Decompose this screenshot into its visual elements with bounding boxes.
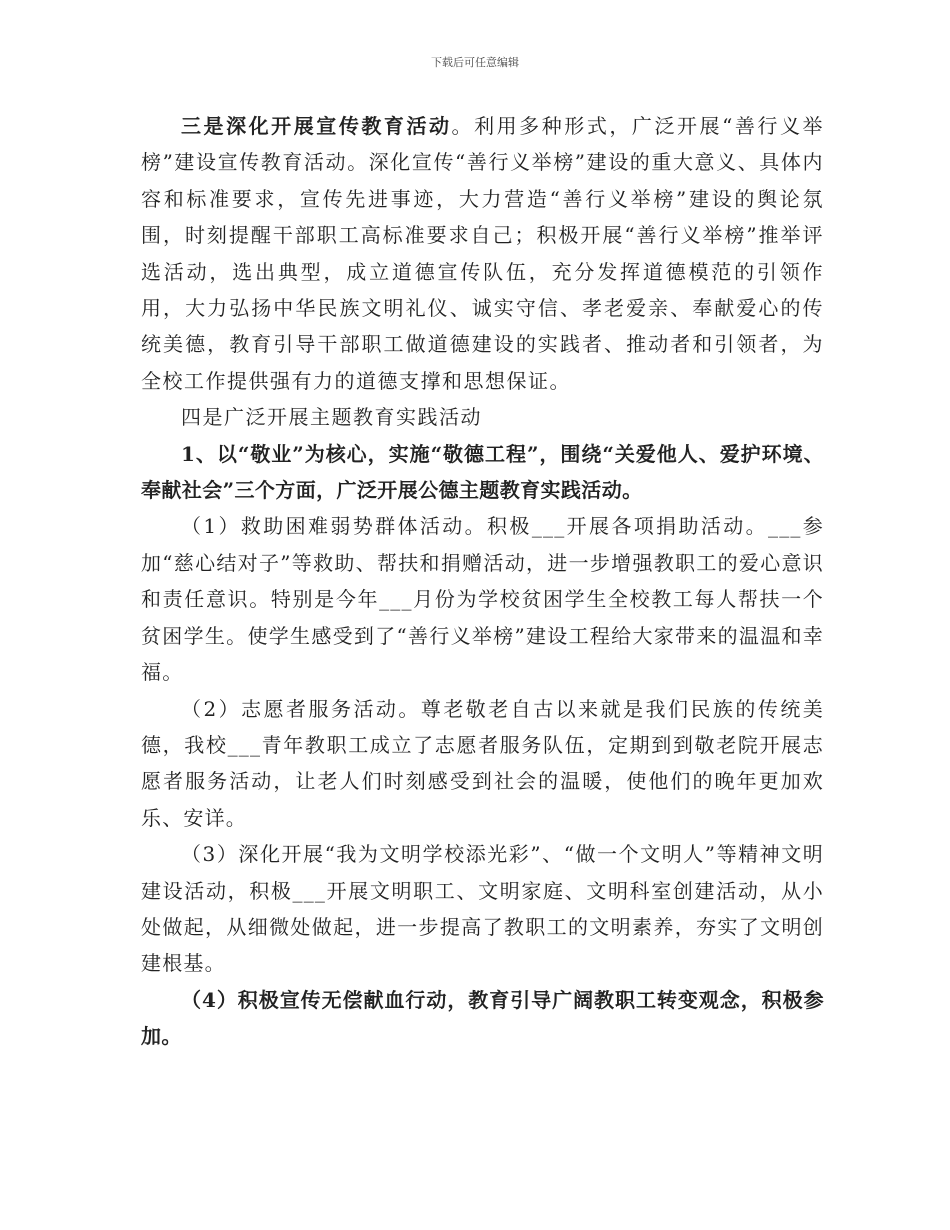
paragraph-help-vulnerable: （1）救助困难弱势群体活动。积极___开展各项捐助活动。___参加“慈心结对子”等救助、帮扶和捐赠活动，进一步增强教职工的爱心意识和责任意识。特别是今年___月份为学校贫困学生全校教工每人帮扶一个贫困学生。使学生感受到了“善行义举榜”建设工程给大家带来的温温和幸福。 — [141, 514, 824, 685]
paragraph-respect-work: 1、以“敬业”为核心，实施“敬德工程”，围绕“关爱他人、爱护环境、奉献社会”三个方面，广泛开展公德主题教育实践活动。 — [141, 441, 824, 503]
paragraph-volunteer-service: （2）志愿者服务活动。尊老敬老自古以来就是我们民族的传统美德，我校___青年教职工成立了志愿者服务队伍，定期到到敬老院开展志愿者服务活动，让老人们时刻感受到社会的温暖，使他们的晚年更加欢乐、安详。 — [141, 696, 824, 830]
paragraph-theme-practice-heading: 四是广泛开展主题教育实践活动 — [181, 405, 482, 430]
paragraph-civilization-building: （3）深化开展“我为文明学校添光彩”、“做一个文明人”等精神文明建设活动，积极___开展文明职工、文明家庭、文明科室创建活动，从小处做起，从细微处做起，进一步提高了教职工的文明素养，夯实了文明创建根基。 — [141, 842, 824, 976]
page-header: 下载后可任意编辑 — [431, 56, 519, 69]
paragraph-lead: 三是深化开展宣传教育活动 — [181, 114, 452, 138]
paragraph-publicity-education — [141, 108, 824, 399]
document-body — [141, 108, 824, 1055]
paragraph-blood-donation: （4）积极宣传无偿献血行动，教育引导广阔教职工转变观念，积极参加。 — [141, 987, 824, 1049]
paragraph-text: 。利用多种形式，广泛开展“善行义举榜”建设宣传教育活动。深化宣传“善行义举榜”建设的重大意义、具体内容和标准要求，宣传先进事迹，大力营造“善行义举榜”建设的舆论氛围，时刻提醒干部职工高标准要求自己；积极开展“善行义举榜”推举评选活动，选出典型，成立道德宣传队伍，充分发挥道德模范的引领作用，大力弘扬中华民族文明礼仪、诚实守信、孝老爱亲、奉献爱心的传统美德，教育引导干部职工做道德建设的实践者、推动者和引领者，为全校工作提供强有力的道德支撑和思想保证。 — [141, 114, 824, 393]
